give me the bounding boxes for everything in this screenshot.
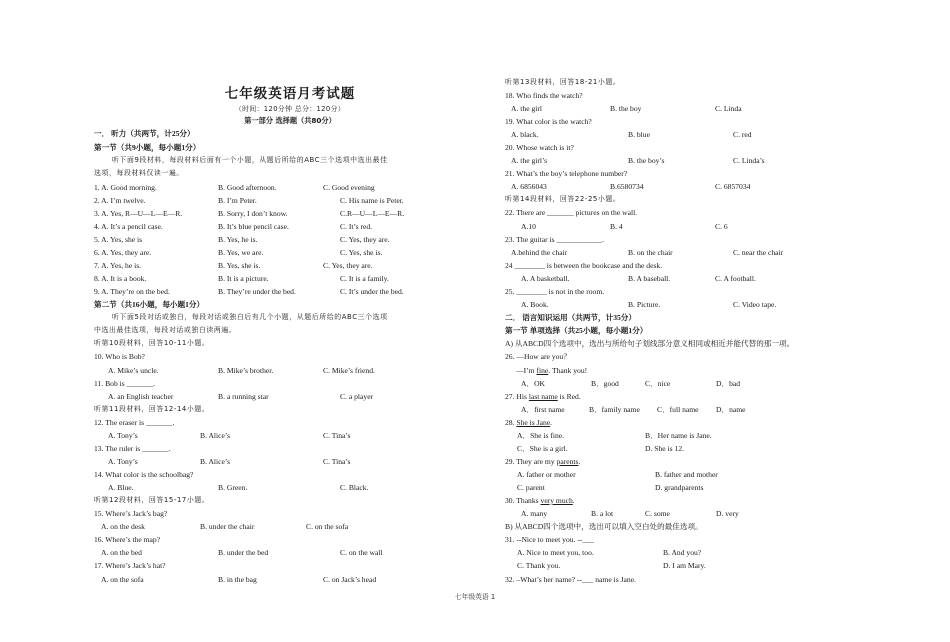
line-text: 中选出最佳选项，每段对话或独白读两遍。 <box>94 326 237 334</box>
option-text: C. Mike’s friend. <box>323 366 375 375</box>
option-text: B. Sorry, I don’t know. <box>218 209 288 218</box>
text-segment: . <box>550 418 553 427</box>
option-text: C. on Jack’s head <box>323 575 377 584</box>
option-text: B. Alice’s <box>200 457 230 466</box>
line-text <box>505 418 552 427</box>
option-text: B. I’m Peter. <box>218 196 257 205</box>
option-text: B．good <box>591 379 619 388</box>
line-text: 二． 语言知识运用（共两节，计35分） <box>505 313 636 322</box>
option-text: B. Yes, she is. <box>218 261 261 270</box>
line-text: A. on the bed <box>101 548 142 557</box>
line-text: 7. A. Yes, he is. <box>94 261 142 270</box>
text-segment: . <box>578 457 581 466</box>
option-text: C. It’s red. <box>340 222 373 231</box>
exam-time-info: （时间：120分钟 总分：120分） <box>234 105 346 113</box>
option-text: B. A baseball. <box>628 274 671 283</box>
option-text: D．bad <box>716 379 741 388</box>
line-text: 26. —How are you？ <box>505 352 571 361</box>
line-text: 17. Where’s Jack’s hat? <box>94 561 166 570</box>
line-text: 1. A. Good morning. <box>94 183 157 192</box>
option-text: C．nice <box>645 379 671 388</box>
line-text <box>505 392 581 401</box>
underlined-phrase: She is Jane <box>516 418 551 427</box>
option-text: B. Picture. <box>628 300 661 309</box>
line-text: A．first name <box>521 405 565 414</box>
option-text: C. 6857034 <box>715 182 751 191</box>
option-text: C. Yes, they are. <box>323 261 373 270</box>
option-text: C. on the wall <box>340 548 383 557</box>
option-text: C. Good evening <box>323 183 375 192</box>
underlined-phrase: very much <box>540 496 573 505</box>
option-text: B. They’re under the bed. <box>218 287 296 296</box>
text-segment: . <box>572 496 575 505</box>
line-text: 16. Where’s the map? <box>94 535 161 544</box>
line-text: 听下面5段对话或独白，每段对话或独白后有几个小题，从题后所给的ABC三个选项 <box>112 313 388 321</box>
option-text: C. some <box>645 509 670 518</box>
option-text: B. under the bed <box>218 548 269 557</box>
option-text: B. under the chair <box>200 522 255 531</box>
option-text: B. the boy <box>610 104 642 113</box>
option-text: B. a lot <box>591 509 614 518</box>
option-text: B. 4 <box>610 222 623 231</box>
line-text: 听下面9段材料，每段材料后面有一个小题，从题后所给的ABC三个选项中选出最佳 <box>112 156 388 164</box>
line-text: A.behind the chair <box>511 248 568 257</box>
option-text: C. It is a family. <box>340 274 389 283</box>
line-text: 2. A. I’m twelve. <box>94 196 146 205</box>
line-text: 8. A. It is a book. <box>94 274 147 283</box>
option-text: C. Linda’s <box>733 156 765 165</box>
line-text: A. 6856043 <box>511 182 547 191</box>
option-text: B. Mike’s brother. <box>218 366 274 375</box>
option-text: B. a running star <box>218 392 269 401</box>
line-text: 5. A. Yes, she is <box>94 235 143 244</box>
option-text: C. 6 <box>715 222 728 231</box>
line-text: 32. –What’s her name? --___ name is Jane. <box>505 575 636 584</box>
option-text: D．name <box>716 405 746 414</box>
option-text: B. Yes, we are. <box>218 248 264 257</box>
line-text: A. many <box>521 509 548 518</box>
text-segment: 28. <box>505 418 517 427</box>
option-text: D. I am Mary. <box>663 561 706 570</box>
text-segment: . Thank you! <box>548 366 588 375</box>
option-text: C.R—U—L—E—R. <box>340 209 405 218</box>
underlined-phrase: last name <box>528 392 558 401</box>
line-text: 听第14段材料，回答22-25小题。 <box>505 195 621 203</box>
line-text: A. on the desk <box>101 522 145 531</box>
line-text: 4. A. It’s a pencil case. <box>94 222 163 231</box>
option-text: C. Tina’s <box>323 457 351 466</box>
line-text: 21. What’s the boy’s telephone number? <box>505 169 628 178</box>
text-segment: is Red. <box>557 392 581 401</box>
option-text: C. red <box>733 130 752 139</box>
line-text: 25. ________ is not in the room. <box>505 287 605 296</box>
option-text: B. Good afternoon. <box>218 183 277 192</box>
option-text: B. Green. <box>218 483 248 492</box>
option-text: D. very <box>716 509 739 518</box>
option-text: C. near the chair <box>733 248 784 257</box>
underlined-phrase: parents <box>556 457 579 466</box>
line-text: A. an English teacher <box>108 392 174 401</box>
text-segment: —I’m <box>516 366 537 375</box>
line-text: C. Thank you. <box>517 561 561 570</box>
line-text: A. Blue. <box>108 483 134 492</box>
line-text: 12. The eraser is _______. <box>94 418 175 427</box>
line-text: 6. A. Yes, they are. <box>94 248 152 257</box>
line-text: A. Tony’s <box>108 431 138 440</box>
line-text: 听第11段材料，回答12-14小题。 <box>94 405 210 413</box>
line-text: B) 从ABCD四个选项中，选出可以填入空白处的最佳选项。 <box>505 522 703 531</box>
line-text: 31. --Nice to meet you. --___ <box>505 535 594 544</box>
option-text: B. And you? <box>663 548 702 557</box>
option-text: B．Her name is Jane. <box>645 431 712 440</box>
line-text <box>516 366 587 375</box>
line-text: A．OK <box>521 379 546 388</box>
option-text: B. It is a picture. <box>218 274 269 283</box>
line-text: A. the girl’s <box>511 156 548 165</box>
line-text: A.10 <box>521 222 536 231</box>
option-text: C. Black. <box>340 483 369 492</box>
option-text: C．full name <box>657 405 699 414</box>
exam-title: 七年级英语月考试题 <box>224 86 356 102</box>
line-text: A. the girl <box>511 104 543 113</box>
line-text: A. Nice to meet you, too. <box>517 548 594 557</box>
line-text: 14. What color is the schoolbag? <box>94 470 194 479</box>
option-text: C. It’s under the bed. <box>340 287 404 296</box>
underlined-phrase: fine <box>536 366 549 375</box>
part-heading: 第一部分 选择题（共80分） <box>244 116 336 125</box>
option-text: B．family name <box>589 405 640 414</box>
line-text: 听第10段材料，回答10-11小题。 <box>94 339 210 347</box>
option-text: D. grandparents <box>655 483 704 492</box>
option-text: B. in the bag <box>218 575 257 584</box>
option-text: B. Yes, he is. <box>218 235 258 244</box>
line-text: A. father or mother <box>517 470 576 479</box>
option-text: C. Yes, she is. <box>340 248 383 257</box>
line-text: 20. Whose watch is it? <box>505 143 574 152</box>
option-text: C. His name is Peter. <box>340 196 404 205</box>
text-segment: 29. They are my <box>505 457 557 466</box>
line-text: A. A basketball. <box>521 274 570 283</box>
option-text: B. father and mother <box>655 470 718 479</box>
line-text: 第一节（共9小题，每小题1分） <box>94 143 201 152</box>
line-text: 13. The ruler is _______. <box>94 444 171 453</box>
line-text: 听第12段材料，回答15-17小题。 <box>94 496 210 504</box>
line-text: 15. Where’s Jack’s bag? <box>94 509 168 518</box>
line-text: 9. A. They’re on the bed. <box>94 287 170 296</box>
line-text: 第一节 单项选择（共25小题，每小题1分） <box>505 326 648 335</box>
line-text: A. Mike’s uncle. <box>108 366 159 375</box>
option-text: C. on the sofa <box>306 522 349 531</box>
line-text: 24 ________ is between the bookcase and the desk. <box>505 261 663 270</box>
option-text: C. Video tape. <box>733 300 777 309</box>
line-text: A．She is fine. <box>517 431 565 440</box>
option-text: C. a player <box>340 392 374 401</box>
line-text <box>505 457 580 466</box>
option-text: C. Yes, they are. <box>340 235 390 244</box>
option-text: B. Alice’s <box>200 431 230 440</box>
line-text: 10. Who is Bob? <box>94 352 145 361</box>
line-text: C. parent <box>517 483 545 492</box>
line-text: 23. The guitar is ____________. <box>505 235 604 244</box>
option-text: B.6580734 <box>610 182 644 191</box>
option-text: C. Linda <box>715 104 742 113</box>
line-text: 选项，每段材料仅读一遍。 <box>94 169 184 177</box>
line-text: A. Book. <box>521 300 549 309</box>
line-text: C．She is a girl. <box>517 444 568 453</box>
line-text <box>505 496 575 505</box>
text-segment: 30. Thanks <box>505 496 541 505</box>
line-text: 3. A. Yes, R—U—L—E—R. <box>94 209 183 218</box>
line-text: 11. Bob is _______. <box>94 379 156 388</box>
line-text: 第二节（共16小题，每小题1分） <box>94 300 205 309</box>
option-text: B. the boy’s <box>628 156 665 165</box>
option-text: B. on the chair <box>628 248 673 257</box>
line-text: 18. Who finds the watch? <box>505 91 583 100</box>
line-text: 听第13段材料，回答18-21小题。 <box>505 78 621 86</box>
option-text: D. She is 12. <box>645 444 685 453</box>
line-text: 一． 听力（共两节，计25分） <box>94 129 195 138</box>
option-text: C. Tina’s <box>323 431 351 440</box>
page-footer: 七年级英语 1 <box>454 593 496 601</box>
option-text: B. blue <box>628 130 650 139</box>
option-text: C. A football. <box>715 274 756 283</box>
line-text: A) 从ABCD四个选项中，选出与所给句子划线部分意义相同或相近并能代替的那一项。 <box>505 339 795 348</box>
line-text: 22. There are _______ pictures on the wall. <box>505 208 638 217</box>
line-text: A. Tony’s <box>108 457 138 466</box>
line-text: 19. What color is the watch? <box>505 117 592 126</box>
option-text: B. It’s blue pencil case. <box>218 222 289 231</box>
text-segment: 27. His <box>505 392 529 401</box>
line-text: A. on the sofa <box>101 575 144 584</box>
line-text: A. black. <box>511 130 539 139</box>
